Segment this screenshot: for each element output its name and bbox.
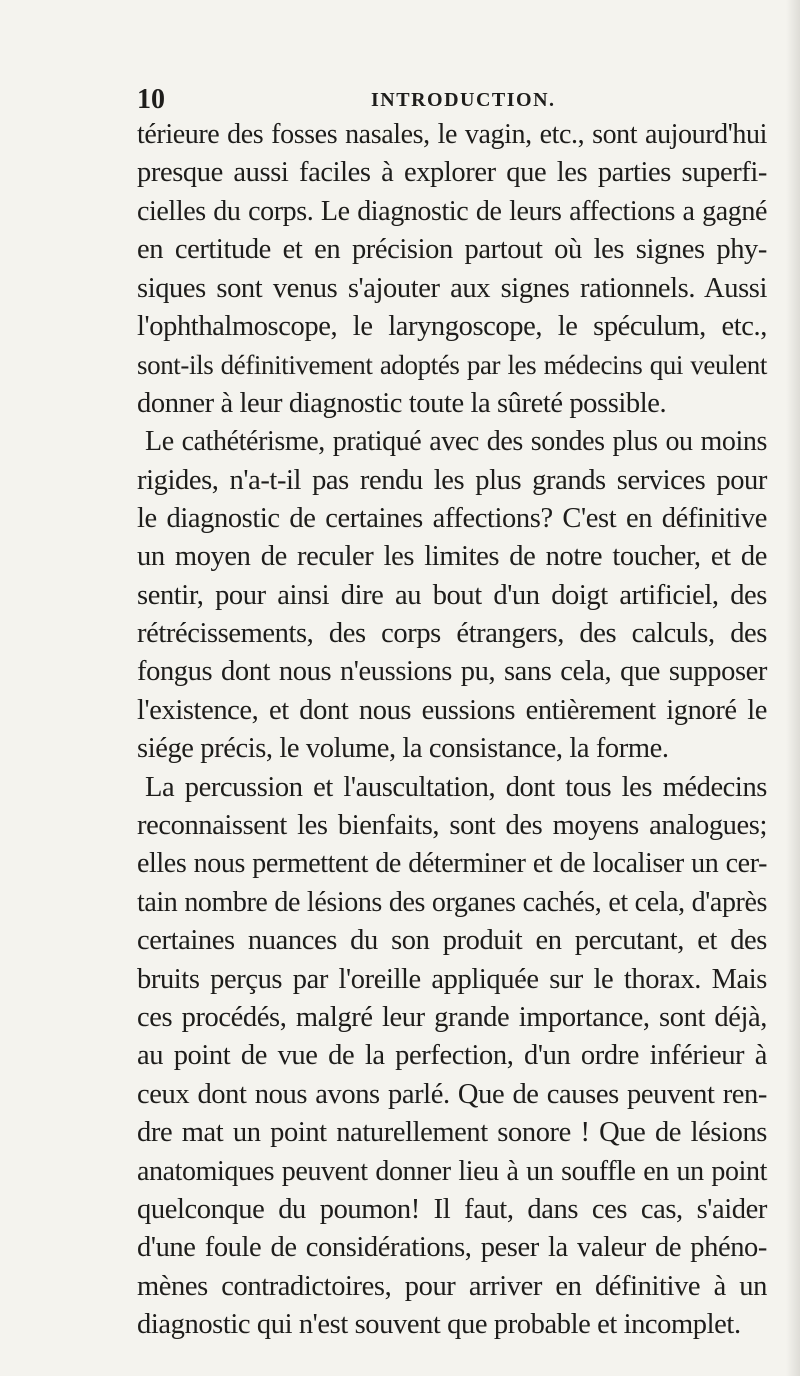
- text-line: tain nombre de lésions des organes cachés, et cela, d'après: [137, 886, 767, 918]
- text-line: sentir, pour ainsi dire au bout d'un doigt artificiel, des: [137, 579, 767, 611]
- text-line: dre mat un point naturellement sonore ! Que de lésions: [137, 1117, 767, 1149]
- text-line: térieure des fosses nasales, le vagin, etc., sont aujourd'hui: [137, 119, 767, 150]
- text-line: siques sont venus s'ajouter aux signes rationnels. Aussi: [137, 272, 767, 304]
- paragraph-start-line: Le cathétérisme, pratiqué avec des sondes plus ou moins: [145, 426, 767, 458]
- body-text: [137, 116, 767, 1345]
- text-line: bruits perçus par l'oreille appliquée sur le thorax. Mais: [137, 963, 767, 995]
- text-line: l'existence, et dont nous eussions entièrement ignoré le: [137, 694, 767, 726]
- text-line: presque aussi faciles à explorer que les parties superfi-: [137, 157, 767, 189]
- text-line: ceux dont nous avons parlé. Que de causes peuvent ren-: [137, 1078, 767, 1110]
- text-line: un moyen de reculer les limites de notre toucher, et de: [137, 541, 767, 573]
- text-line: rigides, n'a-t-il pas rendu les plus grands services pour: [137, 464, 767, 496]
- text-line: cielles du corps. Le diagnostic de leurs affections a gagné: [137, 195, 767, 227]
- text-line: au point de vue de la perfection, d'un ordre inférieur à: [137, 1040, 767, 1072]
- text-line: d'une foule de considérations, peser la valeur de phéno-: [137, 1232, 767, 1264]
- text-line: elles nous permettent de déterminer et de localiser un cer-: [137, 848, 767, 880]
- text-line: anatomiques peuvent donner lieu à un souffle en un point: [137, 1155, 767, 1187]
- paragraph-end-line: diagnostic qui n'est souvent que probable et incomplet.: [137, 1309, 741, 1341]
- paragraph-end-line: siége précis, le volume, la consistance, la forme.: [137, 733, 669, 765]
- paragraph-start-line: La percussion et l'auscultation, dont tous les médecins: [145, 771, 767, 803]
- text-line: le diagnostic de certaines affections? C'est en définitive: [137, 502, 767, 534]
- text-line: sont-ils définitivement adoptés par les médecins qui veulent: [137, 350, 767, 381]
- text-line: ces procédés, malgré leur grande importance, sont déjà,: [137, 1001, 767, 1033]
- text-line: certaines nuances du son produit en percutant, et des: [137, 925, 767, 957]
- text-line: reconnaissent les bienfaits, sont des moyens analogues;: [137, 810, 767, 842]
- text-line: en certitude et en précision partout où les signes phy-: [137, 234, 767, 266]
- page-number: 10: [137, 84, 165, 115]
- running-head: INTRODUCTION.: [371, 89, 556, 111]
- text-line: mènes contradictoires, pour arriver en définitive à un: [137, 1270, 767, 1302]
- text-line: quelconque du poumon! Il faut, dans ces cas, s'aider: [137, 1193, 767, 1225]
- page-header: [137, 82, 777, 118]
- page-edge-shadow: [786, 0, 800, 1376]
- paragraph-end-line: donner à leur diagnostic toute la sûreté possible.: [137, 387, 667, 419]
- text-line: l'ophthalmoscope, le laryngoscope, le spéculum, etc.,: [137, 310, 767, 342]
- text-line: rétrécissements, des corps étrangers, des calculs, des: [137, 618, 767, 650]
- text-line: fongus dont nous n'eussions pu, sans cela, que supposer: [137, 656, 767, 688]
